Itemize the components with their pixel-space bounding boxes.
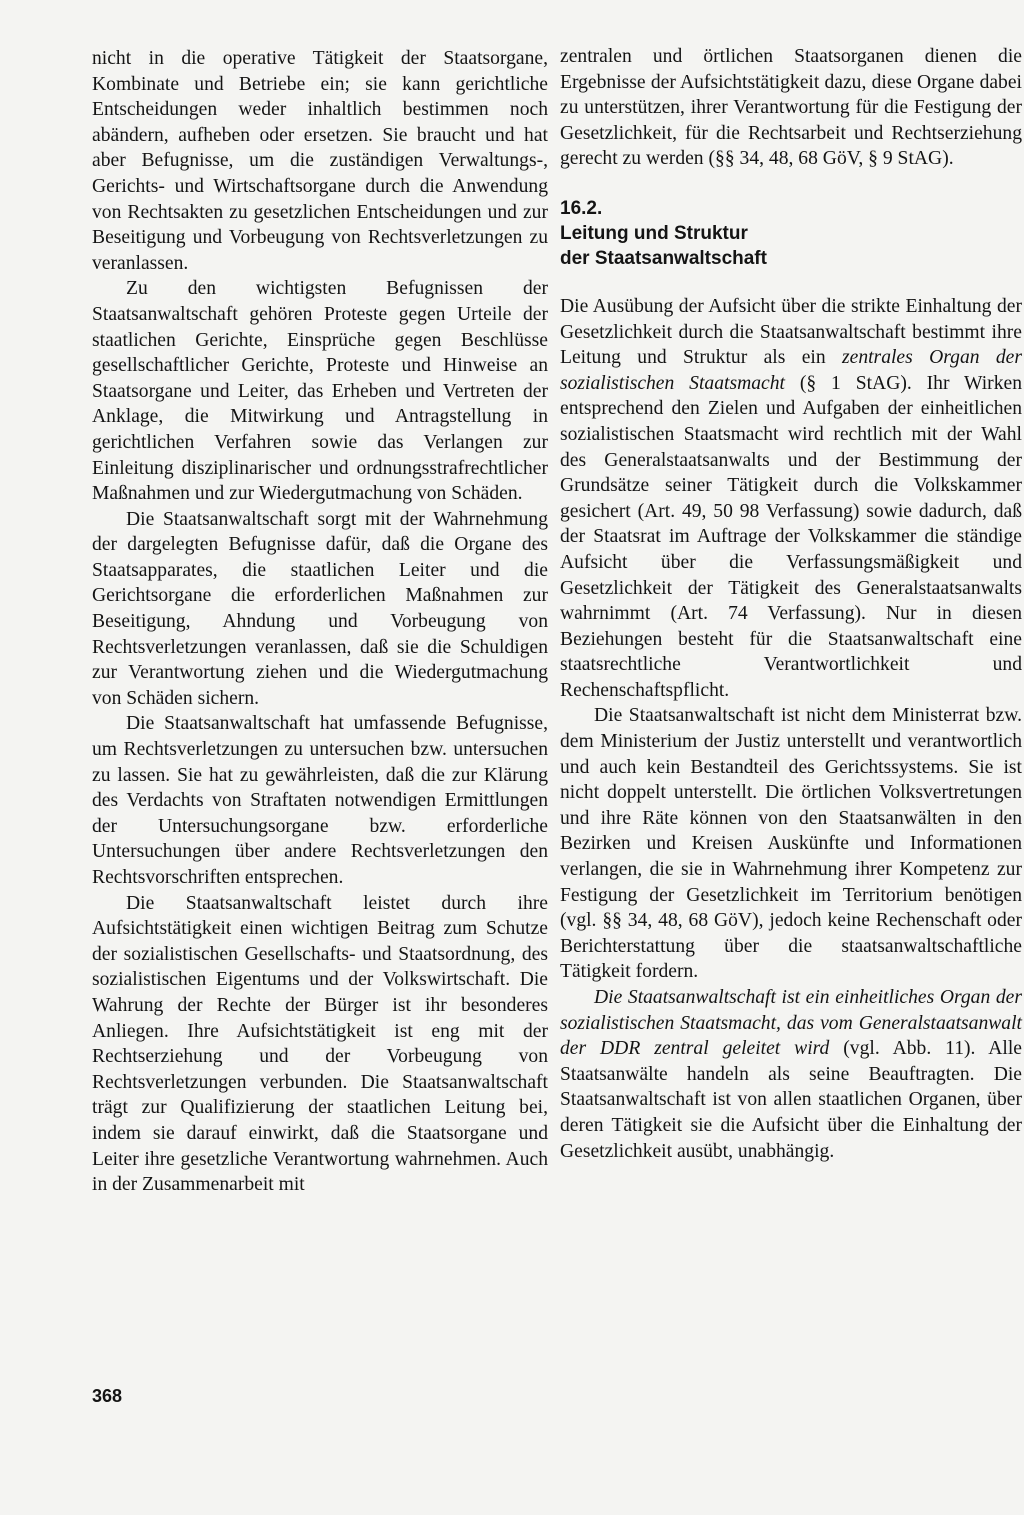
paragraph: nicht in die operative Tätigkeit der Staatsorgane, Kombinate und Betriebe ein; sie kann gerichtliche Entscheidungen weder inhaltlich bestimmen noch abändern, aufheben oder ersetzen. Sie braucht und hat aber Befugnisse, um die zuständigen Verwaltungs-, Gerichts- und Wirtschaftsorgane durch die Anwendung von Rechtsakten zu gesetzlichen Entscheidungen und zur Beseitigung und Vorbeugung von Rechtsverletzungen zu veranlassen. [92, 48, 548, 274]
section-heading [560, 196, 1022, 271]
text-run: Die Ausübung der Aufsicht über die strikte Einhaltung der Gesetzlichkeit durch die Staatsanwaltschaft bestimmt ihre Leitung und Struktur als ein [560, 295, 1022, 369]
text-run: (vgl. Abb. 11). Alle Staatsanwälte handeln als seine Beauftragten. Die Staatsanwaltschaft ist von allen staatlichen Organen, über deren Tätigkeit sie die Aufsicht über die Einhaltung der Gesetzlichkeit ausübt, unabhängig. [560, 1038, 1022, 1162]
paragraph: Die Staatsanwaltschaft ist nicht dem Ministerrat bzw. dem Ministerium der Justiz unterstellt und verantwortlich und auch kein Bestandteil des Gerichtssystems. Sie ist nicht doppelt unterstellt. Die örtlichen Volksvertretungen und ihre Räte können von den Staatsanwälten in den Bezirken und Kreisen Auskünfte und Informationen verlangen, die sie in Wahrnehmung ihrer Kompetenz zur Festigung der Gesetzlichkeit im Territorium benötigen (vgl. §§ 34, 48, 68 GöV), jedoch keine Rechenschaft oder Berichterstattung über die staatsanwaltschaftliche Tätigkeit fordern. [560, 705, 1022, 983]
paragraph: Die Staatsanwaltschaft hat umfassende Befugnisse, um Rechtsverletzungen zu untersuchen bzw. untersuchen zu lassen. Sie hat zu gewährleisten, daß die zur Klärung des Verdachts von Straftaten notwendigen Ermittlungen der Untersuchungsorgane bzw. erforderliche Untersuchungen über andere Rechtsverletzungen den Rechtsvorschriften entsprechen. [92, 713, 548, 888]
page-number: 368 [92, 1386, 123, 1406]
paragraph: zentralen und örtlichen Staatsorganen dienen die Ergebnisse der Aufsichtstätigkeit dazu, diese Organe dabei zu unterstützen, ihrer Verantwortung für die Festigung der Gesetzlichkeit, für die Rechtsarbeit und Rechtserziehung gerecht zu werden (§§ 34, 48, 68 GöV, § 9 StAG). [560, 46, 1022, 170]
paragraph [560, 985, 1022, 1164]
text-run: (§ 1 StAG). Ihr Wirken entsprechend den Zielen und Aufgaben der einheitlichen sozialistischen Staatsmacht wird rechtlich mit der Wahl des Generalstaatsanwalts und der Bestimmung der Grundsätze seiner Tätigkeit durch die Volkskammer gesichert (Art. 49, 50 98 Verfassung) sowie dadurch, daß der Staatsrat im Auftrage der Volkskammer die ständige Aufsicht über die Verfassungsmäßigkeit und Gesetzlichkeit der Tätigkeit des Generalstaatsanwalts wahrnimmt (Art. 74 Verfassung). Nur in diesen Beziehungen besteht für die Staatsanwaltschaft eine staatsrechtliche Verantwortlichkeit und Rechenschaftspflicht. [560, 372, 1022, 701]
paragraph: Die Staatsanwaltschaft sorgt mit der Wahrnehmung der dargelegten Befugnisse dafür, daß die Organe des Staatsapparates, die staatlichen Leiter und die Gerichtsorgane die erforderlichen Maßnahmen zur Beseitigung, Ahndung und Vorbeugung von Rechtsverletzungen veranlassen, daß sie die Schuldigen zur Verantwortung ziehen und die Wiedergutmachung von Schäden sichern. [92, 508, 548, 709]
section-number: 16.2. [560, 197, 603, 219]
emphasis-text: Die Staatsanwaltschaft ist ein einheitliches Organ der sozialistischen Staatsmacht, das vom Generalstaatsanwalt der DDR zentral geleitet wird [560, 987, 1022, 1060]
section-title-line: der Staatsanwaltschaft [560, 247, 767, 269]
paragraph: Die Staatsanwaltschaft leistet durch ihre Aufsichtstätigkeit einen wichtigen Beitrag zum Schutze der sozialistischen Gesellschafts- und Staatsordnung, des sozialistischen Eigentums und der Volkswirtschaft. Die Wahrung der Rechte der Bürger ist ihr besonderes Anliegen. Ihre Aufsichtstätigkeit ist eng mit der Rechtserziehung und der Vorbeugung von Rechtsverletzungen verbunden. Die Staatsanwaltschaft trägt zur Qualifizierung der staatlichen Leitung bei, indem sie darauf einwirkt, daß die Staatsorgane und Leiter ihre gesetzliche Verantwortung wahrnehmen. Auch in der Zusammenarbeit mit [92, 892, 548, 1196]
paragraph [560, 294, 1022, 704]
paragraph: Zu den wichtigsten Befugnissen der Staatsanwaltschaft gehören Proteste gegen Urteile der staatlichen Gerichte, Einsprüche gegen Beschlüsse gesellschaftlicher Gerichte, Proteste und Hinweise an Staatsorgane und Leiter, das Erheben und Vertreten der Anklage, die Mitwirkung und Antragstellung in gerichtlichen Verfahren sowie das Verlangen zur Einleitung disziplinarischer und ordnungsstrafrechtlicher Maßnahmen und zur Wiedergutmachung von Schäden. [92, 278, 548, 505]
emphasis-text: zentrales Organ der sozialistischen Staatsmacht [560, 347, 1022, 394]
section-title-line: Leitung und Struktur [560, 222, 748, 244]
right-column [560, 44, 1022, 1164]
left-column [92, 46, 548, 1198]
